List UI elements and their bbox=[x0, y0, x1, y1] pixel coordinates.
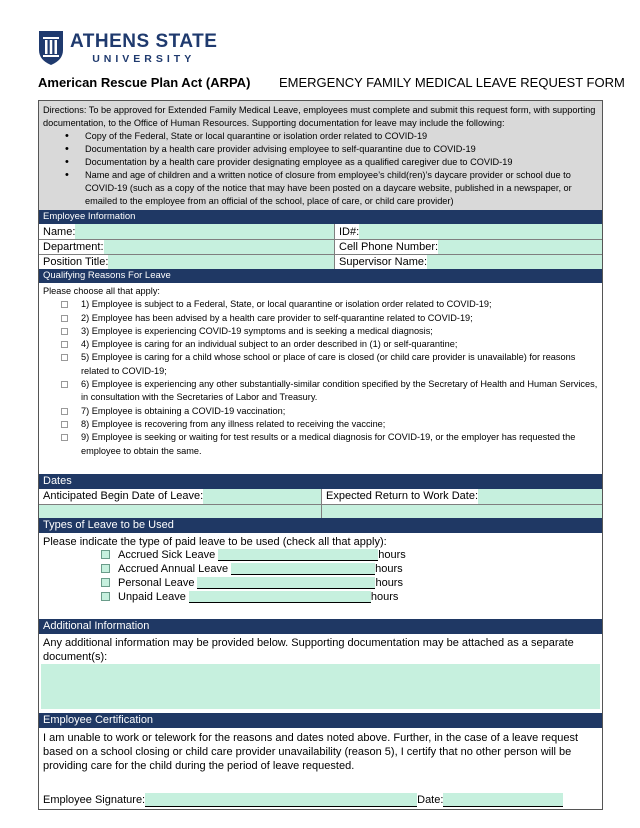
leave-item bbox=[101, 548, 598, 562]
certification-text: I am unable to work or telework for the reasons and dates noted above. Further, in the case of a leave request based on a school closing or child care provider unavailability (reason 5), I certify that no other person will be providing care for the child during the period of leave requested. bbox=[43, 731, 579, 772]
reason-text: 2) Employee has been advised by a health care provider to self-quarantine related to COVID-19; bbox=[81, 312, 473, 323]
reason-8-checkbox[interactable] bbox=[61, 421, 68, 428]
reason-item bbox=[43, 298, 598, 311]
id-label: ID#: bbox=[339, 225, 360, 238]
leave-types-section bbox=[39, 533, 602, 619]
qualifying-reasons-header: Qualifying Reasons For Leave bbox=[39, 269, 602, 283]
reason-9-checkbox[interactable] bbox=[61, 434, 68, 441]
leave-types-intro: Please indicate the type of paid leave to be used (check all that apply): bbox=[43, 535, 387, 548]
signature-date-field[interactable] bbox=[443, 793, 563, 807]
reason-text: 7) Employee is obtaining a COVID-19 vaccination; bbox=[81, 405, 286, 416]
reason-item bbox=[43, 431, 598, 458]
leave-request-form bbox=[38, 100, 603, 810]
leave-item bbox=[101, 576, 598, 590]
directions-section bbox=[39, 101, 602, 210]
reason-5-checkbox[interactable] bbox=[61, 354, 68, 361]
begin-date-label: Anticipated Begin Date of Leave: bbox=[43, 490, 204, 503]
reason-item bbox=[43, 351, 598, 378]
qualifying-reasons-section bbox=[39, 283, 602, 474]
personal-leave-checkbox[interactable] bbox=[101, 578, 110, 587]
unpaid-leave-hours-field[interactable] bbox=[189, 591, 371, 603]
reason-4-checkbox[interactable] bbox=[61, 341, 68, 348]
reason-3-checkbox[interactable] bbox=[61, 328, 68, 335]
additional-info-text: Any additional information may be provided below. Supporting documentation may be attached as a separate document(s): bbox=[43, 636, 574, 663]
reasons-intro: Please choose all that apply: bbox=[43, 286, 160, 296]
signature-row bbox=[43, 791, 598, 807]
reason-item bbox=[43, 312, 598, 325]
unpaid-leave-checkbox[interactable] bbox=[101, 592, 110, 601]
logo-subtitle: UNIVERSITY bbox=[92, 52, 196, 65]
return-date-label: Expected Return to Work Date: bbox=[326, 490, 479, 503]
reason-text: 3) Employee is experiencing COVID-19 symptoms and is seeking a medical diagnosis; bbox=[81, 325, 433, 336]
position-title-field[interactable] bbox=[108, 255, 334, 269]
shield-column-icon bbox=[38, 30, 64, 66]
supervisor-label: Supervisor Name: bbox=[339, 256, 428, 268]
reason-2-checkbox[interactable] bbox=[61, 315, 68, 322]
reason-text: 5) Employee is caring for a child whose school or place of care is closed (or child care provider is unavailable) for reasons related to COVID-19; bbox=[81, 352, 576, 376]
reason-item bbox=[43, 418, 598, 431]
additional-info-header: Additional Information bbox=[39, 619, 602, 634]
reason-text: 4) Employee is caring for an individual subject to an order described in (1) or self-quarantine; bbox=[81, 339, 458, 350]
hours-label: hours bbox=[375, 562, 403, 575]
position-title-label: Position Title: bbox=[43, 256, 109, 268]
employee-info-header: Employee Information bbox=[39, 210, 602, 224]
leave-item bbox=[101, 590, 598, 604]
reason-text: 8) Employee is recovering from any illness related to receiving the vaccine; bbox=[81, 418, 386, 429]
logo-name: ATHENS STATE bbox=[70, 30, 218, 52]
reason-text: 1) Employee is subject to a Federal, State, or local quarantine or isolation order related to COVID-19; bbox=[81, 299, 492, 310]
documentation-item: • Documentation by a health care provider designating employee as a qualified caregiver due to COVID-19 bbox=[65, 156, 598, 169]
signature-field[interactable] bbox=[145, 793, 417, 807]
reason-1-checkbox[interactable] bbox=[61, 301, 68, 308]
dates-header: Dates bbox=[39, 474, 602, 489]
personal-leave-hours-field[interactable] bbox=[197, 577, 375, 589]
leave-label: Unpaid Leave bbox=[118, 590, 186, 603]
name-label: Name: bbox=[43, 225, 76, 238]
annual-leave-hours-field[interactable] bbox=[231, 563, 375, 575]
reason-item bbox=[43, 338, 598, 351]
id-field[interactable] bbox=[359, 224, 602, 239]
cell-phone-label: Cell Phone Number: bbox=[339, 241, 439, 253]
begin-date-extra-field[interactable] bbox=[39, 505, 321, 518]
department-field[interactable] bbox=[104, 240, 334, 254]
return-date-field[interactable] bbox=[478, 489, 602, 504]
cell-phone-field[interactable] bbox=[438, 240, 602, 254]
department-label: Department: bbox=[43, 241, 104, 253]
directions-intro: Directions: To be approved for Extended Family Medical Leave, employees must complete and submit this request form, with supporting documentation, to the Office of Human Resources. Supporting documentation for leave may include the following: bbox=[43, 105, 596, 128]
documentation-item: • Copy of the Federal, State or local quarantine or isolation order related to COVID-19 bbox=[65, 130, 598, 143]
reason-text: 9) Employee is seeking or waiting for test results or a medical diagnosis for COVID-19, or the employer has requested the employee to obtain the same. bbox=[81, 432, 576, 456]
sick-leave-checkbox[interactable] bbox=[101, 550, 110, 559]
additional-info-field[interactable] bbox=[41, 664, 600, 709]
hours-label: hours bbox=[370, 590, 399, 603]
begin-date-field[interactable] bbox=[203, 489, 321, 504]
certification-section bbox=[39, 728, 602, 809]
leave-label: Accrued Sick Leave bbox=[118, 548, 216, 561]
form-title: EMERGENCY FAMILY MEDICAL LEAVE REQUEST FORM bbox=[279, 75, 625, 90]
reason-item bbox=[43, 378, 598, 405]
reason-7-checkbox[interactable] bbox=[61, 408, 68, 415]
documentation-item: • Name and age of children and a written notice of closure from employee’s child(ren)’s daycare provider or school due to COVID-19 (such as a copy of the notice that may have been posted on a daycare website, published in a newspaper, or emailed to the employee from an official of the school, place of care, or child care provider) bbox=[65, 169, 598, 208]
date-label: Date: bbox=[417, 793, 444, 806]
leave-label: Accrued Annual Leave bbox=[118, 562, 229, 575]
leave-label: Personal Leave bbox=[118, 576, 195, 589]
leave-types-header: Types of Leave to be Used bbox=[39, 518, 602, 533]
university-logo bbox=[38, 30, 217, 66]
certification-header: Employee Certification bbox=[39, 713, 602, 728]
reason-item bbox=[43, 405, 598, 418]
return-date-extra-field[interactable] bbox=[321, 505, 602, 518]
documentation-item: • Documentation by a health care provider advising employee to self-quarantine due to COVID-19 bbox=[65, 143, 598, 156]
name-field[interactable] bbox=[75, 224, 334, 239]
signature-label: Employee Signature: bbox=[43, 793, 146, 806]
annual-leave-checkbox[interactable] bbox=[101, 564, 110, 573]
documentation-list bbox=[65, 130, 598, 208]
supervisor-field[interactable] bbox=[427, 255, 602, 269]
form-act-title: American Rescue Plan Act (ARPA) bbox=[38, 75, 251, 90]
reason-item bbox=[43, 325, 598, 338]
reason-6-checkbox[interactable] bbox=[61, 381, 68, 388]
leave-item bbox=[101, 562, 598, 576]
hours-label: hours bbox=[378, 548, 406, 561]
sick-leave-hours-field[interactable] bbox=[218, 549, 378, 561]
hours-label: hours bbox=[375, 576, 403, 589]
reason-text: 6) Employee is experiencing any other substantially-similar condition specified by the Secretary of Health and Human Services, in consultation with the Secretaries of Labor and Treasury. bbox=[81, 379, 598, 403]
